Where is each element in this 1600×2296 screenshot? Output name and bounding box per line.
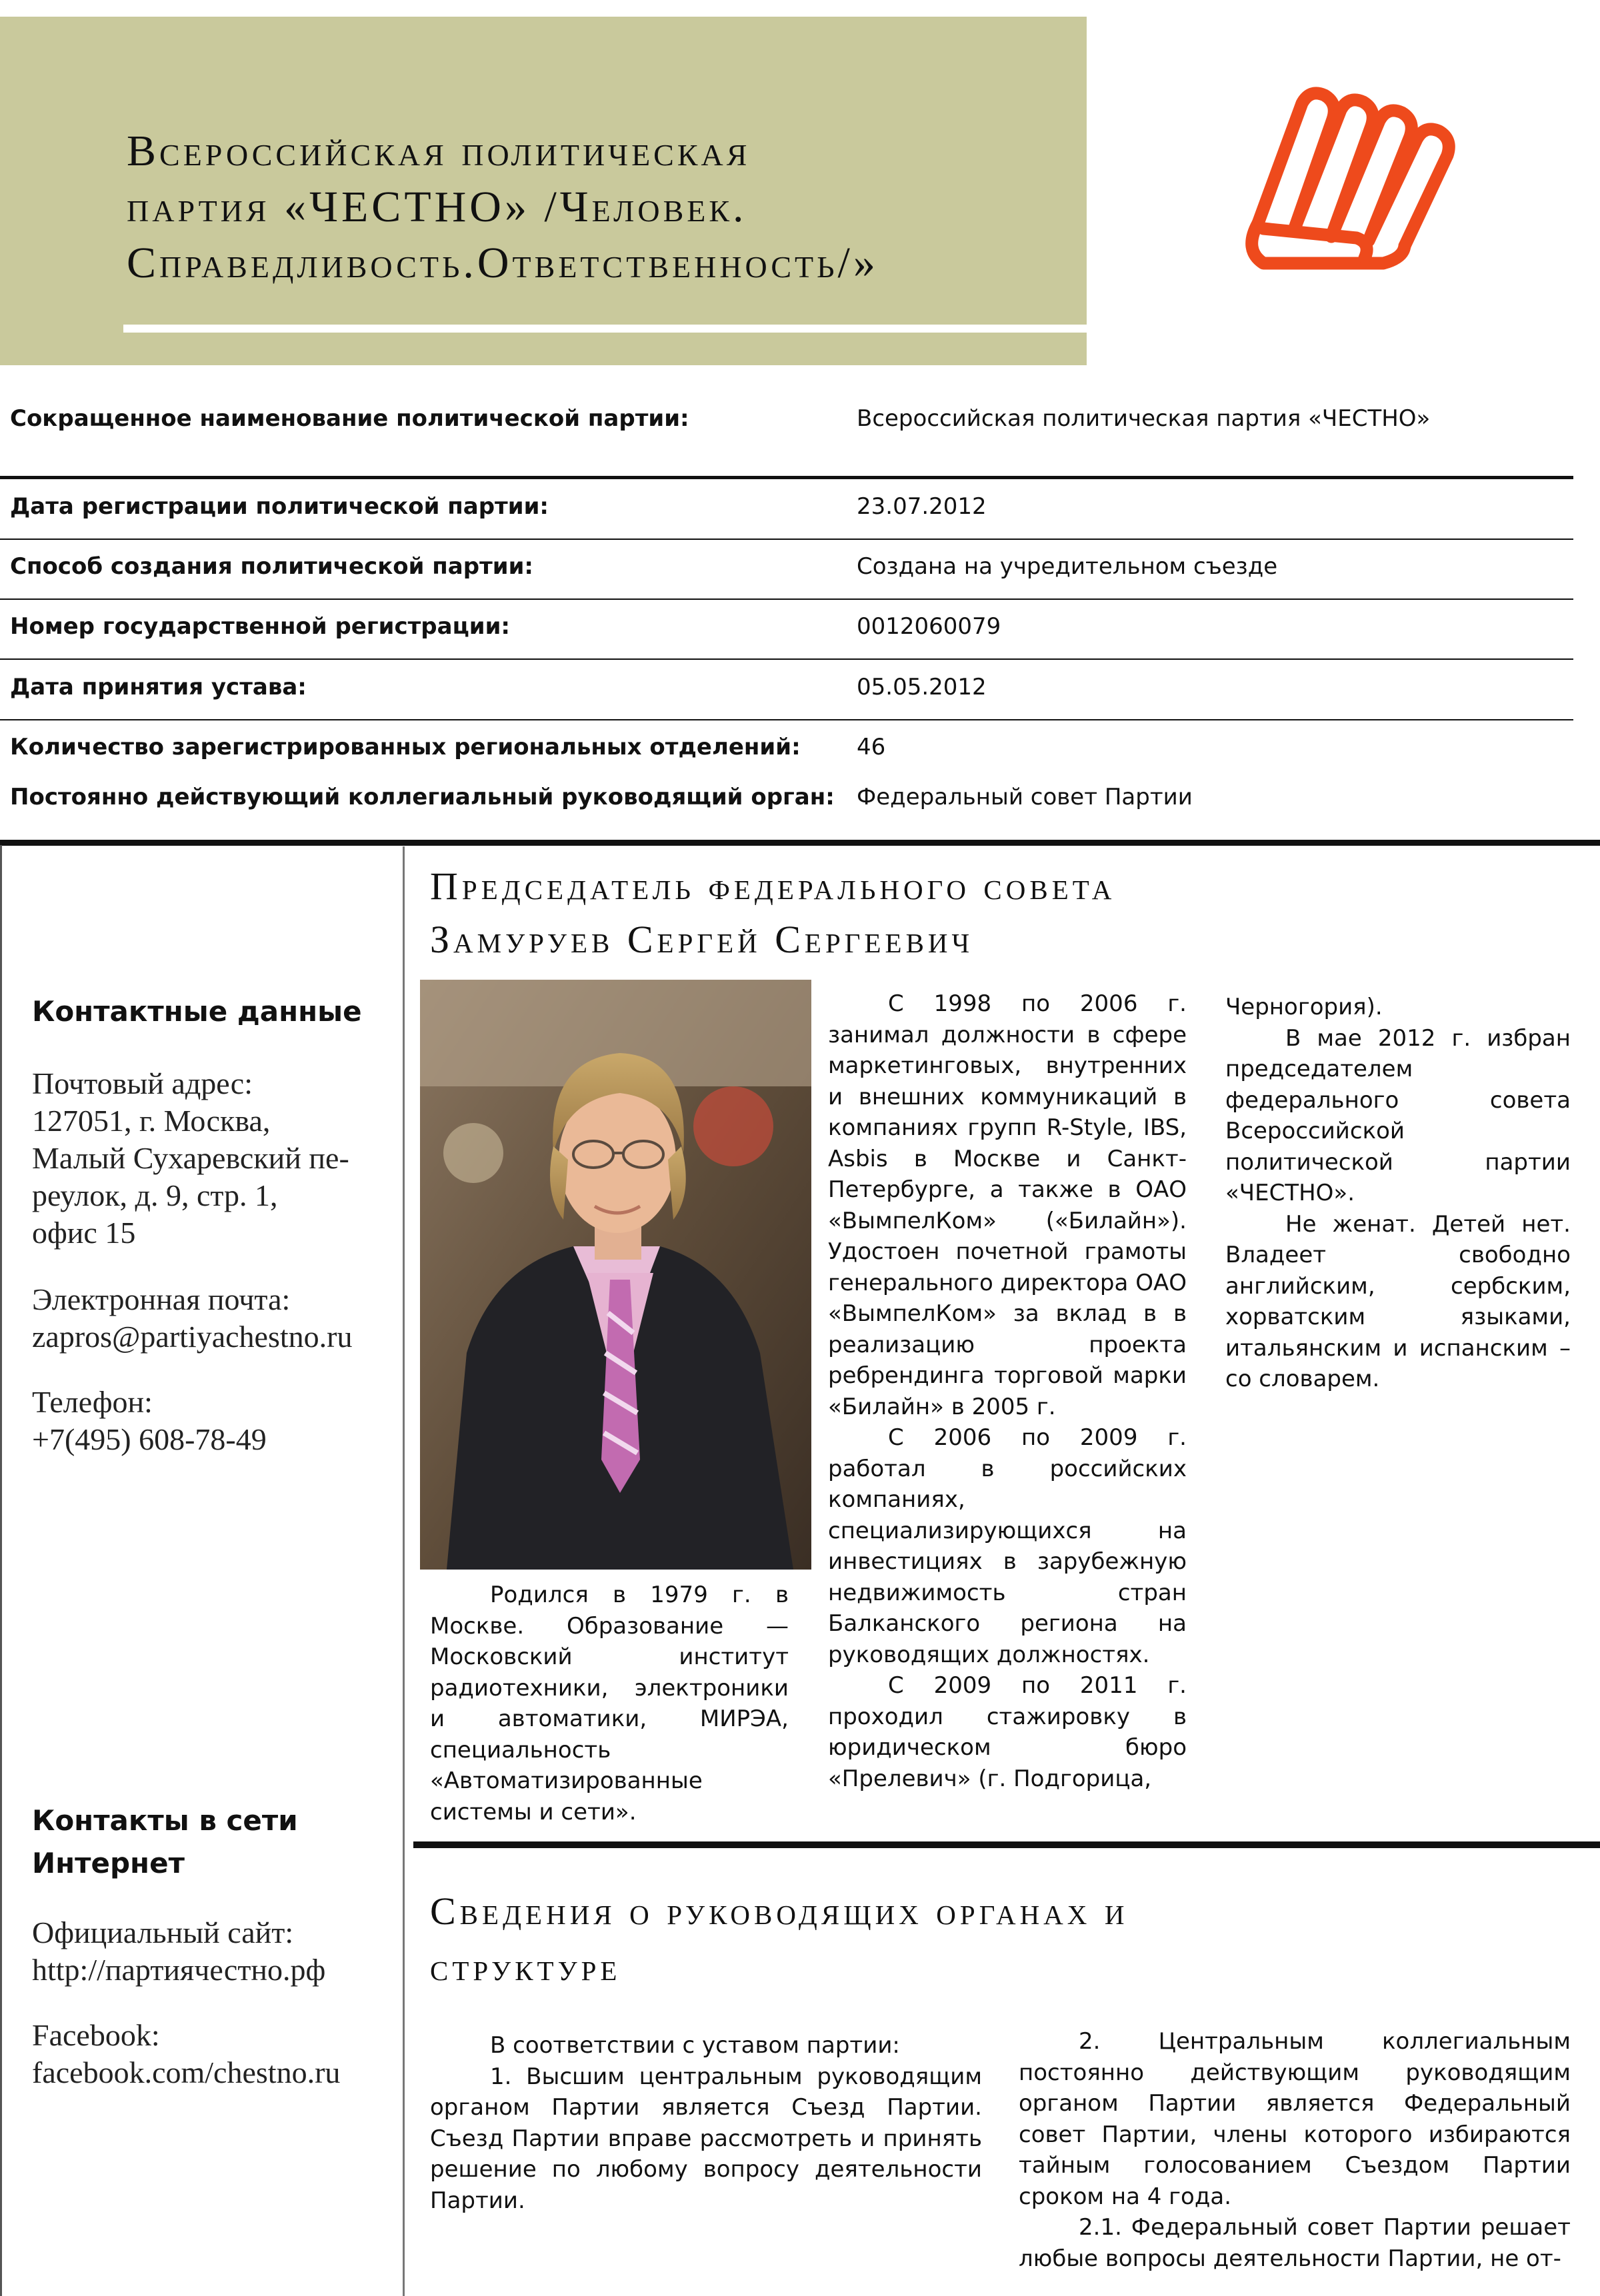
postal-address [32,1065,349,1252]
info-row-short-name [10,400,1573,437]
bio-paragraph: Черногория). [1225,994,1383,1020]
info-label: Дата принятия устава: [10,674,307,700]
info-value: 23.07.2012 [857,493,987,520]
info-value: Всероссийская политическая партия «ЧЕСТНО» [857,405,1431,432]
email-link[interactable]: zapros@partiyachestno.ru [32,1320,353,1354]
site-label: Официальный сайт: [32,1915,294,1949]
bio-paragraph: В мае 2012 г. избран председателем федерального совета Всероссийской политической партии «ЧЕСТНО». [1225,1024,1571,1206]
info-label: Количество зарегистрированных региональных отделений: [10,734,801,760]
party-title [127,123,1087,291]
bio-paragraph: С 2006 по 2009 г. работал в российских компаниях, специализирующихся на инвестициях в зарубежную недвижимость стран Балканского региона на руководящих должностях. [828,1424,1187,1668]
sidebar-border [0,845,2,2296]
facebook-link[interactable]: facebook.com/chestno.ru [32,2055,341,2089]
party-title-line: Справедливость.Ответственность/» [127,239,879,287]
phone-block [32,1384,267,1458]
site-block [32,1914,325,1989]
facebook-label: Facebook: [32,2018,160,2052]
info-row-regional-branches [10,728,1573,766]
structure-paragraph: 1. Высшим центральным руководящим органом Партии является Съезд Партии. Съезд Партии вправе рассмотреть и принять решение по любому вопросу деятельности Партии. [430,2063,982,2214]
table-rule [0,719,1573,720]
chairman-title-line: Замуруев Сергей Сергеевич [430,918,974,961]
facebook-block [32,2017,340,2091]
structure-paragraph: 2.1. Федеральный совет Партии решает любые вопросы деятельности Партии, не от- [1019,2214,1571,2272]
postal-line: Почтовый адрес: [32,1066,253,1100]
email-block [32,1281,352,1356]
info-row-charter-date [10,668,1573,706]
postal-line: реулок, д. 9, стр. 1, [32,1178,278,1212]
chairman-column-2 [828,988,1187,1794]
postal-line: офис 15 [32,1216,136,1250]
structure-paragraph: В соответствии с уставом партии: [490,2032,900,2059]
chairman-column-3 [1225,992,1571,1395]
table-rule [0,658,1573,660]
portrait-photo [420,980,811,1570]
chairman-title [430,860,1115,966]
structure-title [430,1883,1129,1995]
internet-contacts-heading [32,1799,298,1885]
section-rule [413,1841,1600,1848]
site-link[interactable]: http://партиячестно.рф [32,1953,326,1987]
info-row-registration-number [10,608,1573,645]
table-rule [0,476,1573,479]
structure-right-column [1019,2026,1571,2274]
bio-paragraph: Не женат. Детей нет. Владеет свободно английским, сербским, хорватским языками, итальянским и испанским – со словарем. [1225,1210,1571,1392]
sidebar-divider [403,846,405,2296]
chairman-title-line: Председатель федерального совета [430,864,1116,908]
party-title-line: Всероссийская политическая [127,127,751,175]
fist-logo-icon [1217,83,1470,283]
party-title-line: партия «ЧЕСТНО» /Человек. [127,183,747,231]
info-row-creation-method [10,548,1573,585]
structure-left-column [430,2030,982,2216]
chairman-birth-caption [430,1580,789,1827]
contacts-heading: Контактные данные [32,995,362,1028]
info-row-governing-body [10,778,1573,816]
info-label: Постоянно действующий коллегиальный руководящий орган: [10,784,835,810]
phone-number: +7(495) 608-78-49 [32,1422,267,1456]
table-rule [0,539,1573,540]
info-value: 05.05.2012 [857,674,987,700]
phone-label: Телефон: [32,1385,153,1419]
title-underline [123,325,1087,333]
info-label: Дата регистрации политической партии: [10,493,549,520]
email-label: Электронная почта: [32,1282,291,1316]
info-value: 0012060079 [857,613,1001,640]
section-rule [0,840,1600,846]
structure-paragraph: 2. Центральным коллегиальным постоянно действующим руководящим органом Партии является Федеральный совет Партии, члены которого избираются тайным голосованием Съездом Партии сроком на 4 года. [1019,2028,1571,2210]
info-row-registration-date [10,488,1573,525]
info-value: Федеральный совет Партии [857,784,1193,810]
info-value: Создана на учредительном съезде [857,553,1278,580]
internet-heading-line: Контакты в сети [32,1804,298,1837]
bio-paragraph: С 1998 по 2006 г. занимал должности в сфере маркетинговых, внутренних и внешних коммуникаций в компаниях групп R-Style, IBS, Asbis в Москве и Санкт-Петербурге, а также в ОАО «ВымпелКом» («Билайн»). Удостоен почетной грамоты генерального директора ОАО «ВымпелКом» за вклад в в реализацию проекта ребрендинга торговой марки «Билайн» в 2005 г. [828,990,1187,1420]
info-label: Сокращенное наименование политической партии: [10,405,689,432]
postal-line: 127051, г. Москва, [32,1104,271,1138]
structure-title-line: структуре [430,1945,621,1989]
bio-paragraph: С 2009 по 2011 г. проходил стажировку в юридическом бюро «Прелевич» (г. Подгорица, [828,1672,1187,1792]
info-value: 46 [857,734,886,760]
table-rule [0,598,1573,600]
internet-heading-line: Интернет [32,1847,185,1879]
postal-line: Малый Сухаревский пе- [32,1141,349,1175]
info-label: Номер государственной регистрации: [10,613,511,640]
caption-paragraph: Родился в 1979 г. в Москве. Образование — Московский институт радиотехники, электроники и автоматики, МИРЭА, специальность «Автоматизированные системы и сети». [430,1582,789,1825]
info-label: Способ создания политической партии: [10,553,534,580]
structure-title-line: Сведения о руководящих органах и [430,1889,1129,1933]
